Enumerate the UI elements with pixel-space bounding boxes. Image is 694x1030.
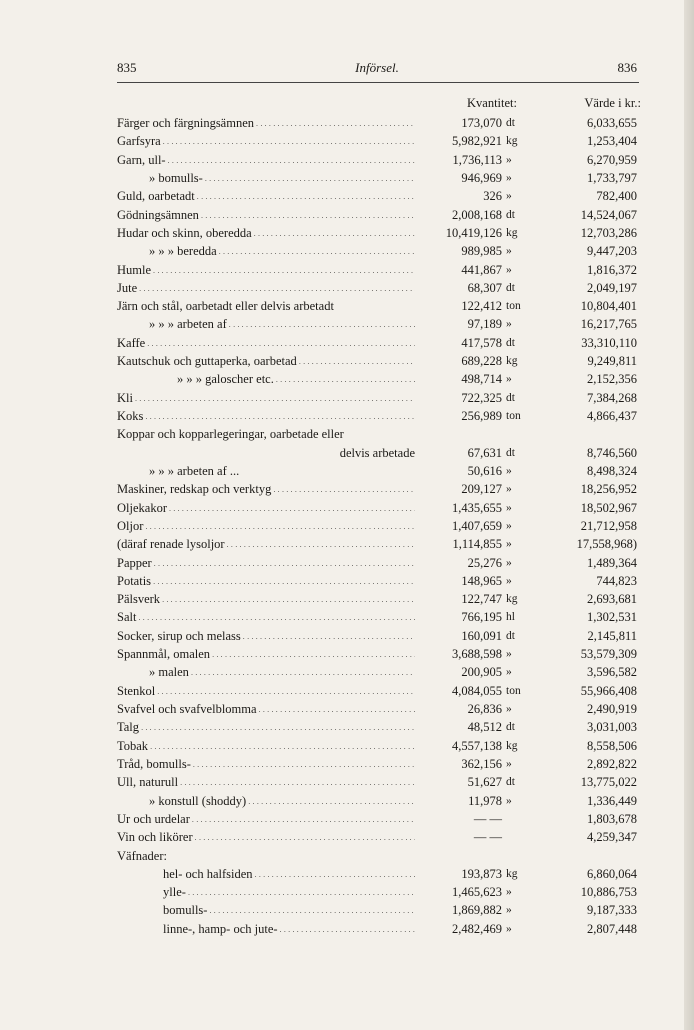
item-quantity: 26,836 — [467, 702, 502, 716]
table-row — [117, 901, 639, 919]
item-quantity: 362,156 — [461, 756, 502, 771]
item-quantity: 1,435,655 — [452, 500, 502, 515]
table-row — [117, 773, 639, 791]
table-row — [117, 315, 639, 333]
item-value: 1,733,797 — [587, 170, 637, 185]
table-row — [117, 590, 639, 608]
item-quantity: 160,091 — [461, 628, 502, 643]
item-name: » » » beredda . . . — [117, 242, 415, 261]
item-value: 55,966,408 — [580, 683, 637, 698]
item-value: 6,033,655 — [587, 116, 637, 130]
item-name: » malen . . . — [117, 663, 415, 682]
table-row — [117, 663, 639, 681]
item-name: » konstull (shoddy) . . . — [117, 792, 415, 811]
item-unit: dt — [506, 391, 515, 404]
item-unit: » — [506, 904, 512, 917]
item-quantity: 48,512 — [467, 720, 502, 735]
item-value: 1,302,531 — [587, 610, 637, 625]
header-rule — [117, 82, 639, 83]
item-quantity: 148,965 — [461, 573, 502, 588]
item-quantity: 441,867 — [461, 262, 502, 277]
item-value: 4,866,437 — [587, 409, 637, 423]
item-quantity: 326 — [483, 189, 502, 204]
item-unit: ton — [506, 300, 521, 313]
item-unit: kg — [506, 867, 518, 880]
item-name: » bomulls- . . . — [117, 169, 415, 188]
item-unit: dt — [506, 629, 515, 642]
item-name: Maskiner, redskap och verktyg . . . — [117, 480, 415, 499]
item-unit: » — [506, 519, 512, 532]
item-unit: » — [506, 703, 512, 715]
item-name: Potatis . . . — [117, 572, 415, 591]
item-quantity: 122,747 — [461, 592, 502, 607]
table-row — [117, 718, 639, 736]
item-value: 9,187,333 — [587, 903, 637, 918]
item-name: Kaffe . . . — [117, 334, 415, 353]
item-unit: » — [506, 464, 512, 477]
table-row — [117, 370, 639, 388]
quantity-column-header: Kvantitet: — [467, 96, 517, 110]
item-unit: dt — [506, 336, 515, 349]
item-unit: dt — [506, 776, 515, 789]
table-row — [117, 480, 639, 498]
item-unit: » — [506, 483, 512, 496]
item-value: 1,816,372 — [587, 262, 637, 277]
item-value: 9,447,203 — [587, 244, 637, 259]
item-quantity: 10,419,126 — [445, 225, 502, 240]
item-value: 18,256,952 — [580, 482, 637, 497]
item-quantity: 689,228 — [461, 354, 502, 369]
item-value: 12,703,286 — [580, 225, 637, 240]
table-row — [117, 352, 639, 370]
item-value: 8,558,506 — [587, 738, 637, 753]
item-unit: » — [506, 153, 512, 166]
item-name: Oljor . . . — [117, 517, 415, 536]
item-quantity: 173,070 — [461, 116, 502, 130]
table-row — [117, 608, 639, 626]
item-value: 10,886,753 — [580, 885, 637, 900]
table-row — [117, 114, 639, 132]
item-value: 1,803,678 — [587, 811, 637, 826]
item-quantity: 417,578 — [461, 335, 502, 350]
item-name: delvis arbetade — [339, 445, 415, 460]
item-quantity: — — — [473, 811, 502, 826]
item-value: 9,249,811 — [587, 354, 637, 369]
item-value: 3,031,003 — [587, 720, 637, 735]
table-row — [117, 883, 639, 901]
table-row — [117, 389, 639, 407]
item-unit: kg — [506, 593, 518, 606]
item-name: Järn och stål, oarbetadt eller delvis arbetadt — [117, 299, 334, 314]
item-value: 1,489,364 — [587, 555, 637, 570]
item-unit: » — [506, 538, 512, 551]
table-row — [117, 828, 639, 846]
item-quantity: 25,276 — [467, 555, 502, 570]
item-quantity: 1,114,855 — [452, 537, 502, 552]
item-unit: » — [506, 648, 512, 661]
item-quantity: 2,482,469 — [452, 921, 502, 936]
item-unit: » — [506, 190, 512, 203]
item-name: Salt . . . — [117, 608, 415, 627]
item-unit: dt — [506, 208, 515, 221]
item-name: Färger och färgningsämnen . . . — [117, 114, 415, 133]
item-value: 33,310,110 — [581, 335, 637, 350]
item-value: 2,049,197 — [587, 280, 637, 295]
running-head — [117, 60, 637, 78]
item-value: 2,892,822 — [587, 756, 637, 771]
item-value: 2,807,448 — [587, 921, 637, 936]
item-name: Talg . . . — [117, 718, 415, 737]
item-unit: » — [506, 886, 512, 899]
table-row — [117, 554, 639, 572]
item-value: 10,804,401 — [580, 299, 637, 314]
item-name: » » » arbeten af ... — [149, 463, 240, 478]
table-row — [117, 810, 639, 828]
item-value: 7,384,268 — [587, 390, 637, 405]
item-name: Garn, ull- . . . — [117, 151, 415, 170]
item-value: 53,579,309 — [580, 647, 637, 662]
item-name: Koppar och kopparlegeringar, oarbetade eller — [117, 427, 344, 442]
table-row — [117, 517, 639, 535]
item-quantity: 766,195 — [461, 610, 502, 625]
item-value: 21,712,958 — [580, 518, 637, 533]
item-name: Garfsyra . . . — [117, 132, 415, 151]
item-unit: dt — [506, 117, 515, 129]
table-row — [117, 407, 639, 425]
item-name: Tobak . . . — [117, 737, 415, 756]
item-value: 13,775,022 — [580, 775, 637, 790]
item-quantity: 67,631 — [467, 445, 502, 460]
item-quantity: 200,905 — [461, 665, 502, 680]
item-unit: » — [506, 318, 512, 331]
item-unit: » — [506, 757, 512, 770]
item-name: Ull, naturull . . . — [117, 773, 415, 792]
table-row — [117, 169, 639, 187]
item-quantity: 11,978 — [468, 793, 502, 808]
table-row — [117, 187, 639, 205]
item-value: 6,270,959 — [587, 152, 637, 167]
item-name: Ur och urdelar . . . — [117, 810, 415, 829]
item-value: 1,336,449 — [587, 793, 637, 808]
item-name: Hudar och skinn, oberedda . . . — [117, 224, 415, 243]
item-value: 17,558,968) — [576, 537, 637, 552]
item-quantity: 193,873 — [461, 866, 502, 881]
item-name: Tråd, bomulls- . . . — [117, 755, 415, 774]
table-row — [117, 206, 639, 224]
item-name: Oljekakor . . . — [117, 499, 415, 518]
table-row — [117, 737, 639, 755]
item-unit: » — [506, 373, 512, 386]
page-edge — [684, 0, 694, 1030]
item-unit: kg — [506, 355, 518, 368]
item-name: ylle- . . . — [117, 883, 415, 902]
item-quantity: 946,969 — [461, 170, 502, 185]
item-quantity: 122,412 — [461, 299, 502, 314]
item-name: hel- och halfsiden . . . — [117, 865, 415, 884]
item-unit: » — [506, 501, 512, 514]
table-row — [117, 700, 639, 718]
item-unit: dt — [506, 721, 515, 734]
item-value: 4,259,347 — [587, 830, 637, 845]
item-quantity: 1,407,659 — [452, 518, 502, 533]
item-unit: » — [506, 574, 512, 587]
import-table — [117, 114, 639, 938]
item-quantity: 209,127 — [461, 482, 502, 497]
item-value: 3,596,582 — [587, 665, 637, 680]
item-name: Humle . . . — [117, 261, 415, 280]
item-unit: » — [506, 794, 512, 807]
item-quantity: 3,688,598 — [452, 647, 502, 662]
item-name: » » » arbeten af . . . — [117, 315, 415, 334]
item-unit: kg — [506, 739, 518, 752]
item-quantity: — — — [473, 830, 502, 845]
page-title: Införsel. — [355, 60, 399, 75]
item-quantity: 256,989 — [461, 409, 502, 423]
item-unit: » — [506, 556, 512, 569]
item-value: 2,693,681 — [587, 592, 637, 607]
item-unit: » — [506, 263, 512, 276]
table-row — [117, 920, 639, 938]
item-value: 6,860,064 — [587, 866, 637, 881]
table-row — [117, 535, 639, 553]
item-value: 782,400 — [596, 189, 637, 204]
item-unit: » — [506, 245, 512, 258]
item-name: Jute . . . — [117, 279, 415, 298]
item-name: Kautschuk och guttaperka, oarbetad . . . — [117, 352, 415, 371]
item-name: » » » galoscher etc. . . . — [117, 370, 415, 389]
item-unit: kg — [506, 135, 518, 148]
item-name: Koks . . . — [117, 407, 415, 426]
item-unit: dt — [506, 281, 515, 294]
item-name: Kli . . . — [117, 389, 415, 408]
page-number-left: 835 — [117, 60, 137, 75]
item-quantity: 722,325 — [461, 390, 502, 405]
item-quantity: 2,008,168 — [452, 207, 502, 222]
item-unit: » — [506, 171, 512, 184]
table-row — [117, 224, 639, 242]
table-row — [117, 151, 639, 169]
item-name: (däraf renade lysoljor . . . — [117, 535, 415, 554]
item-name: Papper . . . — [117, 554, 415, 573]
item-unit: ton — [506, 684, 521, 697]
item-value: 8,746,560 — [587, 445, 637, 460]
item-name: Vin och likörer . . . — [117, 828, 415, 847]
table-row — [117, 682, 639, 700]
page-number-right: 836 — [617, 60, 637, 75]
table-row — [117, 425, 639, 443]
item-name: Pälsverk . . . — [117, 590, 415, 609]
item-quantity: 989,985 — [461, 244, 502, 259]
item-name: Guld, oarbetadt . . . — [117, 187, 415, 206]
item-quantity: 498,714 — [461, 372, 502, 387]
item-value: 1,253,404 — [587, 134, 637, 149]
table-row — [117, 755, 639, 773]
table-row — [117, 645, 639, 663]
item-unit: » — [506, 922, 512, 935]
item-unit: » — [506, 666, 512, 679]
column-headers — [117, 96, 639, 112]
table-row — [117, 261, 639, 279]
item-name: Socker, sirup och melass . . . — [117, 627, 415, 646]
item-value: 744,823 — [596, 573, 637, 588]
table-row — [117, 627, 639, 645]
item-quantity: 97,189 — [467, 317, 502, 332]
item-value: 2,152,356 — [587, 372, 637, 387]
item-name: Spannmål, omalen . . . — [117, 645, 415, 664]
item-name: Väfnader: — [117, 848, 167, 863]
item-quantity: 68,307 — [467, 280, 502, 295]
value-column-header: Värde i kr.: — [584, 96, 641, 110]
item-quantity: 4,084,055 — [452, 683, 502, 698]
item-unit: dt — [506, 446, 515, 459]
table-row — [117, 242, 639, 260]
table-row — [117, 847, 639, 865]
item-name: bomulls- . . . — [117, 901, 415, 920]
item-name: linne-, hamp- och jute- . . . — [117, 920, 415, 939]
table-row — [117, 132, 639, 150]
table-row — [117, 279, 639, 297]
item-unit: hl — [506, 611, 515, 624]
item-quantity: 50,616 — [467, 463, 502, 478]
item-quantity: 4,557,138 — [452, 738, 502, 753]
item-value: 2,145,811 — [587, 628, 637, 643]
table-row — [117, 792, 639, 810]
item-quantity: 1,869,882 — [452, 903, 502, 918]
table-row — [117, 444, 639, 462]
table-row — [117, 297, 639, 315]
item-unit: kg — [506, 226, 518, 239]
item-quantity: 1,736,113 — [452, 152, 502, 167]
item-value: 2,490,919 — [587, 702, 637, 716]
table-row — [117, 865, 639, 883]
table-row — [117, 572, 639, 590]
table-row — [117, 334, 639, 352]
item-value: 16,217,765 — [580, 317, 637, 332]
item-name: Svafvel och svafvelblomma . . . — [117, 700, 415, 719]
item-value: 18,502,967 — [580, 500, 637, 515]
item-quantity: 51,627 — [467, 775, 502, 790]
item-name: Stenkol . . . — [117, 682, 415, 701]
item-unit: ton — [506, 410, 521, 422]
item-quantity: 5,982,921 — [452, 134, 502, 149]
table-row — [117, 462, 639, 480]
item-name: Gödningsämnen . . . — [117, 206, 415, 225]
item-quantity: 1,465,623 — [452, 885, 502, 900]
item-value: 14,524,067 — [580, 207, 637, 222]
item-value: 8,498,324 — [587, 463, 637, 478]
table-row — [117, 499, 639, 517]
